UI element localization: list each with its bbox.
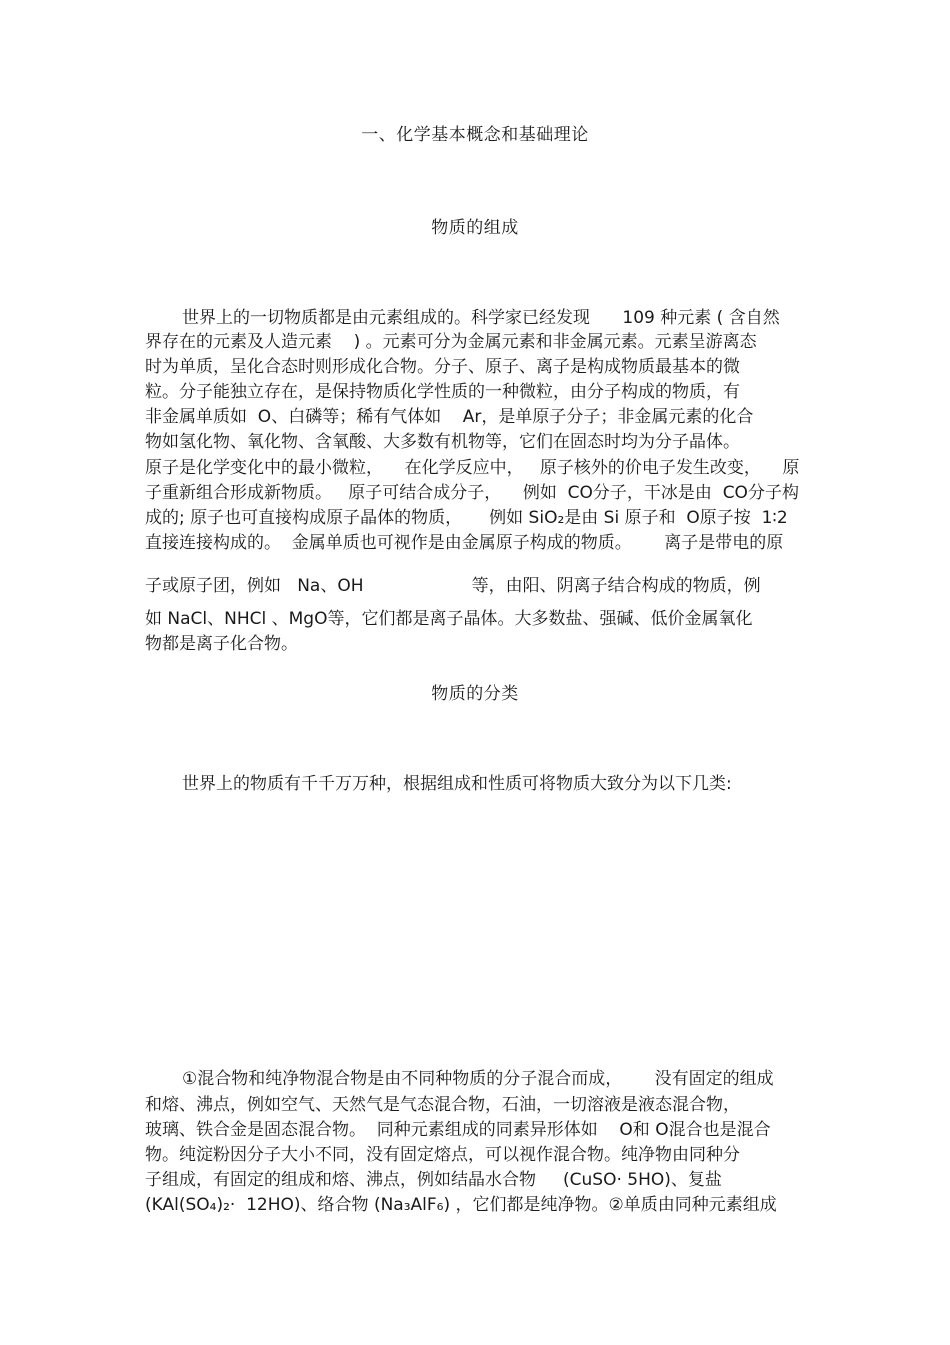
paragraph-line: 粒。分子能独立存在，是保持物质化学性质的一种微粒，由分子构成的物质，有	[145, 382, 740, 402]
paragraph-line: 玻璃、铁合金是固态混合物。 同种元素组成的同素异形体如 O和 O混合也是混合	[145, 1120, 771, 1140]
paragraph-line: 直接连接构成的。 金属单质也可视作是由金属原子构成的物质。 离子是带电的原	[145, 533, 784, 553]
paragraph-line: 物。纯淀粉因分子大小不同，没有固定熔点，可以视作混合物。纯净物由同种分	[145, 1145, 740, 1165]
paragraph-line: 世界上的物质有千千万万种，根据组成和性质可将物质大致分为以下几类:	[182, 774, 732, 794]
paragraph-line: 非金属单质如 O、白磷等；稀有气体如 Ar，是单原子分子；非金属元素的化合	[145, 407, 754, 427]
paragraph-line: 物如氢化物、氧化物、含氧酸、大多数有机物等，它们在固态时均为分子晶体。	[145, 432, 740, 452]
section-heading-composition: 物质的组成	[431, 218, 519, 238]
paragraph-line: 如 NaCl、NHCl 、MgO等，它们都是离子晶体。大多数盐、强碱、低价金属氧化	[145, 609, 753, 629]
paragraph-line: 世界上的一切物质都是由元素组成的。科学家已经发现 109 种元素 ( 含自然	[182, 308, 780, 328]
paragraph-line: 界存在的元素及人造元素 ) 。元素可分为金属元素和非金属元素。元素呈游离态	[145, 332, 757, 352]
paragraph-line: 子组成，有固定的组成和熔、沸点，例如结晶水合物 (CuSO· 5HO)、复盐	[145, 1170, 722, 1190]
paragraph-line: 物都是离子化合物。	[145, 634, 298, 654]
paragraph-line: 子重新组合形成新物质。 原子可结合成分子， 例如 CO分子，干冰是由 CO分子构	[145, 483, 799, 503]
section-heading-classification: 物质的分类	[431, 684, 519, 704]
paragraph-line: 子或原子团，例如 Na、OH 等，由阳、阴离子结合构成的物质，例	[145, 576, 761, 596]
paragraph-line: ①混合物和纯净物混合物是由不同种物质的分子混合而成， 没有固定的组成	[182, 1069, 774, 1089]
main-heading: 一、化学基本概念和基础理论	[361, 125, 589, 145]
paragraph-line: (KAl(SO₄)₂· 12HO)、络合物 (Na₃AlF₆) ，它们都是纯净物。②单质由同种元素组成	[145, 1195, 777, 1215]
paragraph-line: 成的; 原子也可直接构成原子晶体的物质， 例如 SiO₂是由 Si 原子和 O原子按 1∶2	[145, 508, 788, 528]
paragraph-line: 和熔、沸点，例如空气、天然气是气态混合物，石油，一切溶液是液态混合物，	[145, 1095, 740, 1115]
paragraph-line: 时为单质，呈化合态时则形成化合物。分子、原子、离子是构成物质最基本的微	[145, 357, 740, 377]
paragraph-line: 原子是化学变化中的最小微粒， 在化学反应中， 原子核外的价电子发生改变， 原	[145, 458, 800, 478]
